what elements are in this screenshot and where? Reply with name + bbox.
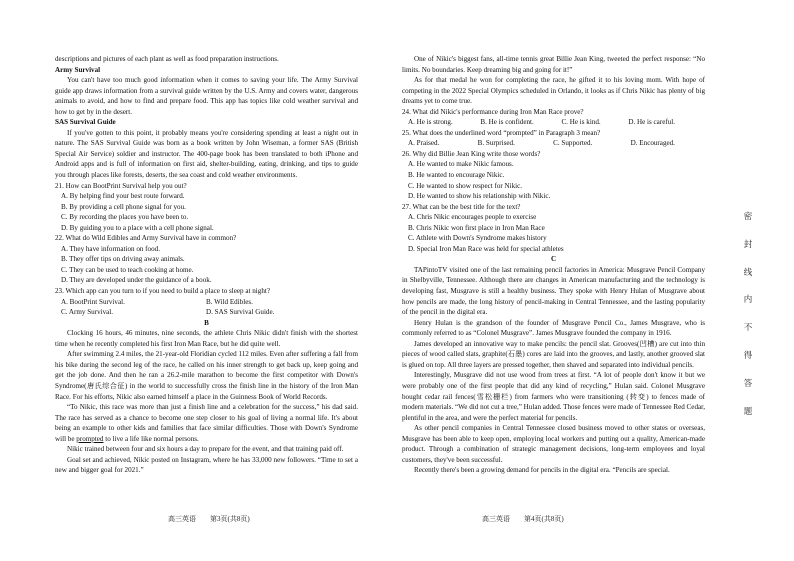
page-footer-left: 高三英语 第3页(共8页) bbox=[168, 515, 250, 523]
passage-b-paragraph-1: Clocking 16 hours, 46 minutes, nine seconds, the athlete Chris Nikic didn't finish with the shortest time when he recently completed his first Iron Man Race, but he did quite well. bbox=[55, 329, 358, 348]
option: B. Surprised. bbox=[477, 139, 515, 148]
seal-char: 得 bbox=[743, 349, 753, 360]
question-25: 25. What does the underlined word “prompted” in Paragraph 3 mean? bbox=[402, 128, 601, 137]
option: D. By guiding you to a place with a cell phone signal. bbox=[61, 223, 214, 232]
option: A. BootPrint Survival. bbox=[61, 297, 125, 306]
option: C. They can be used to teach cooking at home. bbox=[61, 265, 194, 274]
option: C. He is kind. bbox=[561, 118, 601, 127]
option: B. By providing a cell phone signal for you. bbox=[61, 202, 186, 211]
passage-b-paragraph-3 bbox=[55, 402, 358, 444]
passage-c-paragraph-3: James developed an innovative way to make pencils: the pencil slat. Grooves(凹槽) are cut into thin pieces of wood called slats, graphite(石墨) cores are laid into the grooves, and lastly, another grooved slat is glued on top. All three layers are pressed together, then shaved and separated into individual pencils. bbox=[402, 339, 705, 369]
army-survival-heading: Army Survival bbox=[55, 65, 101, 74]
option-row bbox=[55, 297, 358, 308]
seal-char: 线 bbox=[743, 266, 753, 277]
option: B. Wild Edibles. bbox=[206, 297, 253, 306]
seal-char: 封 bbox=[743, 238, 753, 249]
option-row bbox=[402, 117, 705, 128]
option: A. He is strong. bbox=[408, 118, 453, 127]
option: C. Athlete with Down's Syndrome makes history bbox=[408, 234, 547, 243]
option: B. Chris Nikic won first place in Iron Man Race bbox=[408, 223, 545, 232]
seal-line-notice bbox=[741, 210, 755, 432]
option: D. Special Iron Man Race was held for special athletes bbox=[408, 244, 564, 253]
option: A. By helping find your best route forward. bbox=[61, 192, 185, 201]
question-23: 23. Which app can you turn to if you need to build a place to sleep at night? bbox=[55, 287, 270, 296]
question-21: 21. How can BootPrint Survival help you out? bbox=[55, 181, 187, 190]
question-24: 24. What did Nikic's performance during Iron Man Race prove? bbox=[402, 107, 584, 116]
passage-c-paragraph-4: Interestingly, Musgrave did not use wood from trees at first. “A lot of people don't know it but we were probably one of the first people that did any kind of recycling,” Hulan said. Colonel Musgrave bought cedar rail fences(雪松栅栏) from farmers who were transitioning (转变) to fences made of modern materials. “We did not cut a tree,” Hulan added. Those fences were made of Tennessee Red Cedar, plentiful in the area, and were the perfect material for pencils. bbox=[402, 371, 705, 422]
right-column bbox=[402, 54, 705, 476]
option: D. SAS Survival Guide. bbox=[206, 308, 275, 317]
option: C. Army Survival. bbox=[61, 308, 114, 317]
option: B. They offer tips on driving away animals. bbox=[61, 255, 185, 264]
option: C. Supported. bbox=[553, 139, 593, 148]
left-column bbox=[55, 54, 358, 476]
option: D. He is careful. bbox=[628, 118, 675, 127]
option: A. He wanted to make Nikic famous. bbox=[408, 160, 514, 169]
section-c-heading: C bbox=[550, 255, 557, 264]
seal-char: 不 bbox=[743, 322, 753, 333]
option: C. He wanted to show respect for Nikic. bbox=[408, 181, 523, 190]
page-footer-right: 高三英语 第4页(共8页) bbox=[482, 515, 564, 523]
question-26: 26. Why did Billie Jean King write those words? bbox=[402, 149, 541, 158]
option-row bbox=[55, 307, 358, 318]
option: A. They have information on food. bbox=[61, 244, 160, 253]
passage-b-paragraph-4: Nikic trained between four and six hours a day to prepare for the event, and that training paid off. bbox=[67, 445, 344, 454]
option: A. Chris Nikic encourages people to exercise bbox=[408, 213, 537, 222]
sas-survival-paragraph: If you've gotten to this point, it probably means you're considering spending at least a night out in nature. The SAS Survival Guide was born as a book written by John Wiseman, a former SAS (British Special Air Service) soldier and instructor. The 400-page book has been translated to both iPhone and Android apps and is full of information on first aid, shelter-building, eating, drinking, and tips to guide you through places like forests, deserts, the sea coast and cold weather environments. bbox=[55, 128, 358, 180]
passage-c-paragraph-6: Recently there's been a growing demand for pencils in the digital era. “Pencils are special. bbox=[414, 466, 670, 475]
option: B. He wanted to encourage Nikic. bbox=[408, 171, 505, 180]
intro-tail: descriptions and pictures of each plant as well as food preparation instructions. bbox=[55, 55, 279, 63]
text: to live a life like normal persons. bbox=[103, 434, 199, 443]
section-b-heading: B bbox=[204, 318, 209, 327]
option: B. He is confident. bbox=[480, 118, 534, 127]
option: C. By recording the places you have been to. bbox=[61, 213, 189, 222]
sas-survival-heading: SAS Survival Guide bbox=[55, 118, 116, 127]
underlined-word: prompted bbox=[76, 434, 104, 443]
question-27: 27. What can be the best title for the text? bbox=[402, 202, 521, 211]
passage-c-paragraph-5: As other pencil companies in Central Tennessee closed business moved to other states or overseas, Musgrave has been able to keep open, employing local workers and putting out a quality, American-made product. Through a combination of strategic management decisions, long-term employees and loyal customers, they've been successful. bbox=[402, 424, 705, 464]
passage-c-paragraph-1: TAPintoTV visited one of the last remaining pencil factories in America: Musgrave Pencil Company in Shelbyville, Tennessee. Although there are changes in American manufacturing and the technology is developing fast, Musgrave is still a healthy business. They spoke with Henry Hulan of Musgrave about how pencils are made, the long history of pencil-making in Central Tennessee, and the lasting popularity of the pencil in the digital era. bbox=[402, 265, 705, 317]
passage-b-paragraph-6: One of Nikic's biggest fans, all-time tennis great Billie Jean King, tweeted the perfect response: “No limits. No boundaries. Keep dreaming big and going for it!” bbox=[402, 55, 705, 74]
seal-char: 题 bbox=[743, 405, 753, 416]
text: “To Nikic, this race was more than just a finish line and a celebration for the success,” his dad said. The race has served as a chance to become one step closer to his goal of living a normal life. It's about being an example to other kids and families that face similar difficulties. Those with Down's Syndrome will be bbox=[55, 403, 358, 443]
passage-b-paragraph-2: After swimming 2.4 miles, the 21-year-old Floridian cycled 112 miles. Even after suffering a fall from his bike during the second leg of the race, he called on his inner strength to get back up, keep going and get the job done. And then he ran a 26.2-mile marathon to become the first competitor with Down's Syndrome(唐氏综合征) in the world to successfully cross the finish line in the history of the Iron Man Race. For his efforts, Nikic also earned himself a place in the Guinness Book of World Records. bbox=[55, 350, 358, 401]
option: D. Encouraged. bbox=[630, 139, 675, 148]
option-row bbox=[402, 138, 705, 149]
passage-b-paragraph-7: As for that medal he won for completing the race, he gifted it to his loving mom. With hope of competing in the 2022 Special Olympics scheduled in Orlando, it looks as if Chris Nikic has plenty of big dreams yet to come true. bbox=[402, 76, 705, 106]
seal-char: 内 bbox=[743, 294, 753, 305]
question-22: 22. What do Wild Edibles and Army Survival have in common? bbox=[55, 234, 237, 243]
option: D. They are developed under the guidance of a book. bbox=[61, 276, 212, 285]
passage-c-paragraph-2: Henry Hulan is the grandson of the founder of Musgrave Pencil Co., James Musgrave, who is commonly referred to as “Colonel Musgrave”. James Musgrave founded the company in 1916. bbox=[402, 318, 705, 338]
seal-char: 答 bbox=[743, 377, 753, 388]
option: D. He wanted to show his relationship with Nikic. bbox=[408, 192, 551, 201]
seal-char: 密 bbox=[743, 211, 753, 221]
option: A. Praised. bbox=[408, 139, 440, 148]
army-survival-paragraph: You can't have too much good information when it comes to saving your life. The Army Survival guide app draws information from a survival guide written by the U.S. Army and covers water, dangerous animals to avoid, and how to find and prepare food. This app has topics like cold weather survival and how to get by in the desert. bbox=[55, 76, 358, 116]
passage-b-paragraph-5: Goal set and achieved, Nikic posted on Instagram, where he has 33,000 new followers. “Time to set a new and bigger goal for 2021.” bbox=[55, 455, 358, 475]
